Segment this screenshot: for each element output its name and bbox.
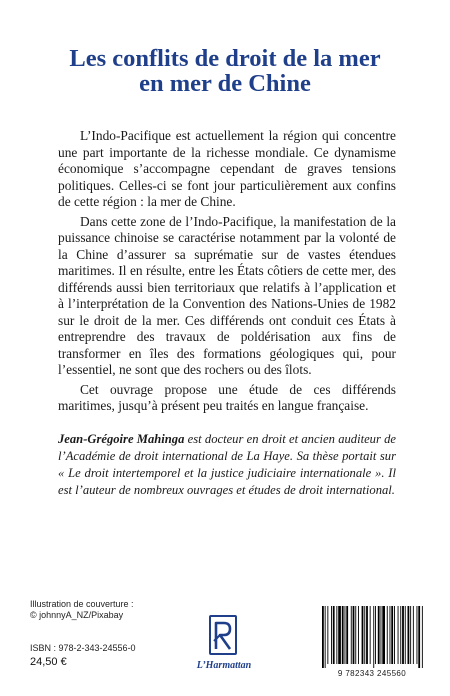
barcode-bar <box>398 606 399 664</box>
barcode-bar <box>387 606 388 664</box>
barcode-bar <box>351 606 352 664</box>
barcode-bar <box>391 606 393 664</box>
barcode-bar <box>410 606 411 664</box>
barcode-bar <box>342 606 344 664</box>
barcode-bar <box>400 606 401 664</box>
author-bio-text: est docteur en droit et ancien auditeur de l’Académie de droit international de La Haye. Sa thèse portait sur « Le droit intertemporel et la justice judiciaire internationale ». Il est l’auteur de nombreux ouvrages et études de droit international. <box>58 432 397 497</box>
barcode-bar <box>362 606 364 664</box>
barcode-bar <box>322 606 324 668</box>
book-title <box>0 46 450 96</box>
barcode-bar <box>331 606 332 664</box>
barcode-bar <box>381 606 382 664</box>
barcode <box>318 606 426 682</box>
author-name: Jean-Grégoire Mahinga <box>58 432 185 446</box>
barcode-bar <box>345 606 346 664</box>
barcode-bar <box>336 606 337 664</box>
isbn: ISBN : 978-2-343-24556-0 <box>30 643 136 653</box>
barcode-bar <box>375 606 376 664</box>
barcode-bar <box>325 606 326 668</box>
title-line-1: Les conflits de droit de la mer <box>69 45 381 72</box>
blurb-paragraph-1: L’Indo-Pacifique est actuellement la région qui concentre une part importante de la richesse mondiale. Ce dynamisme économique s’accompagne cependant de graves tensions politiques. Celles-ci se font jour particulièrement aux confins de cette région : la mer de Chine. <box>58 128 396 209</box>
publisher-mark-icon <box>209 615 237 655</box>
barcode-bars <box>318 606 426 668</box>
barcode-bar <box>413 606 414 664</box>
barcode-bar <box>390 606 391 664</box>
barcode-bar <box>366 606 368 664</box>
blurb-paragraph-2: Dans cette zone de l’Indo-Pacifique, la manifestation de la puissance chinoise se caractérise notamment par la volonté de la Chine d’assurer sa suprématie sur de vastes étendues maritimes. Il en résulte, entre les États côtiers de cette mer, des différends aussi bien territoriaux que relatifs à l’application et à l’interprétation de la Convention des Nations-Unies de 1982 sur le droit de la mer. Ces différends ont conduit ces États à entreprendre des travaux de poldérisation aux fins de transformer en îles des formations géologiques qui, pour l’essentiel, ne sont que des rochers ou des îlots. <box>58 213 396 377</box>
barcode-bar <box>364 606 365 664</box>
barcode-bar <box>394 606 395 664</box>
credit-line-1: Illustration de couverture : <box>30 599 134 609</box>
barcode-digits: 9 782343 245560 <box>337 669 407 678</box>
publisher-logo <box>196 615 266 685</box>
blurb-paragraph-3: Cet ouvrage propose une étude de ces différends maritimes, jusqu’à présent peu traités en langue française. <box>58 381 396 413</box>
barcode-bar <box>338 606 341 664</box>
barcode-bar <box>418 606 420 668</box>
barcode-bar <box>346 606 348 664</box>
barcode-bar <box>355 606 356 664</box>
blurb <box>58 128 396 418</box>
title-line-2: en mer de Chine <box>139 70 311 97</box>
barcode-bar <box>333 606 335 664</box>
barcode-bar <box>370 606 371 664</box>
publisher-name: L’Harmattan <box>196 660 252 671</box>
barcode-bar <box>353 606 355 664</box>
barcode-bar <box>378 606 380 664</box>
barcode-bar <box>373 606 374 668</box>
cover-credit <box>30 599 134 621</box>
barcode-bar <box>408 606 410 664</box>
barcode-bar <box>382 606 385 664</box>
barcode-bar <box>422 606 423 668</box>
credit-line-2: © johnnyA_NZ/Pixabay <box>30 610 124 620</box>
barcode-bar <box>327 606 328 664</box>
barcode-bar <box>402 606 404 664</box>
barcode-bar <box>405 606 406 664</box>
author-bio <box>58 431 396 499</box>
barcode-bar <box>358 606 359 664</box>
barcode-bar <box>417 606 418 664</box>
price: 24,50 € <box>30 656 67 668</box>
